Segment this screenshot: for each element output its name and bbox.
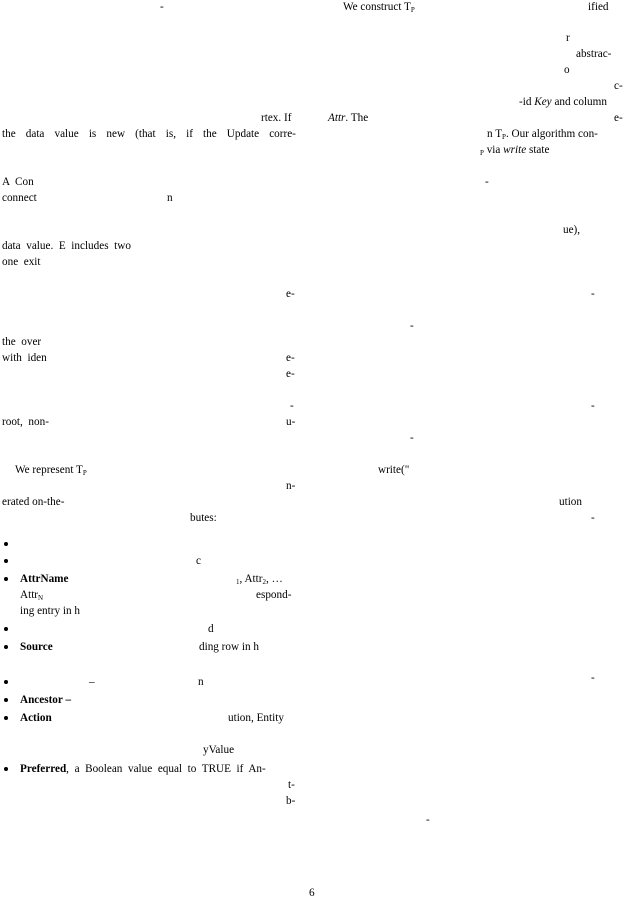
- fragment-text: n-: [286, 480, 296, 492]
- fragment-text: the over: [2, 336, 42, 348]
- fragment-text: We represent $T_P$: [15, 464, 87, 477]
- list-label-ancestor: Ancestor –: [20, 694, 72, 706]
- fragment-dash: -: [591, 672, 595, 684]
- word: the: [2, 128, 16, 140]
- list-item-preferred: Preferred, a Boolean value equal to TRUE if An-: [20, 763, 266, 775]
- fragment-text: n: [167, 192, 173, 204]
- fragment-text: u-: [286, 416, 296, 428]
- fragment-dash: -: [426, 814, 430, 826]
- bullet-marker: [4, 680, 8, 684]
- fragment-text: e-: [286, 352, 295, 364]
- fragment-dash: -: [591, 288, 595, 300]
- word: is,: [165, 128, 176, 140]
- fragment-text: write(": [378, 464, 410, 476]
- fragment-text: Attr$_N$: [20, 589, 44, 602]
- fragment-dash: -: [591, 512, 595, 524]
- word: Update: [226, 128, 260, 140]
- fragment-text: e-: [286, 368, 295, 380]
- page-number: 6: [309, 887, 315, 899]
- fragment-text: n: [198, 676, 204, 688]
- fragment-dash: -: [160, 1, 164, 13]
- fragment-text: e-: [286, 288, 295, 300]
- bullet-marker: [4, 577, 8, 581]
- bullet-marker: [4, 559, 8, 563]
- fragment-text: n $T_P$. Our algorithm con-: [487, 128, 598, 141]
- word: corre-: [269, 128, 296, 140]
- fragment-text: r: [566, 32, 570, 44]
- fragment-text: We construct $T_P$: [343, 1, 415, 14]
- fragment-text: root, non-: [2, 416, 49, 428]
- fragment-text: butes:: [190, 512, 217, 524]
- fragment-text: b-: [286, 795, 296, 807]
- fragment-text: Attr. The: [328, 112, 369, 124]
- bullet-marker: [4, 542, 8, 546]
- bullet-marker: [4, 627, 8, 631]
- fragment-text: ing entry in h: [20, 605, 80, 617]
- fragment-text: ution: [559, 496, 582, 508]
- word: if: [186, 128, 193, 140]
- fragment-text: connect: [2, 192, 37, 204]
- fragment-dash: -: [290, 400, 294, 412]
- list-label-source: Source: [20, 641, 53, 653]
- fragment-dash: -: [485, 176, 489, 188]
- fragment-dash: -: [591, 400, 595, 412]
- fragment-dash: -: [410, 320, 414, 332]
- word: data: [25, 128, 45, 140]
- word: (that: [135, 128, 156, 140]
- fragment-text: one exit: [2, 256, 41, 268]
- list-label-attrname: AttrName: [20, 573, 69, 585]
- fragment-text: o: [564, 64, 570, 76]
- text-line-data-value-new: [2, 129, 296, 140]
- word: value: [54, 128, 79, 140]
- fragment-text: ution, Entity: [228, 712, 284, 724]
- fragment-text: $_P$ via write state: [480, 144, 550, 157]
- fragment-text: yValue: [203, 744, 235, 756]
- fragment-text: t-: [288, 779, 295, 791]
- fragment-text: ue),: [563, 224, 581, 236]
- bullet-marker: [4, 716, 8, 720]
- word: is: [88, 128, 97, 140]
- fragment-text: erated on-the-: [2, 496, 65, 508]
- fragment-dash: -: [410, 432, 414, 444]
- fragment-text: with iden: [2, 352, 47, 364]
- fragment-text: -id Key and column: [519, 96, 607, 108]
- fragment-text: ified: [588, 1, 609, 13]
- bullet-marker: [4, 698, 8, 702]
- fragment-text: c-: [614, 80, 623, 92]
- fragment-text: c: [196, 555, 201, 567]
- word: the: [203, 128, 217, 140]
- bullet-marker: [4, 645, 8, 649]
- fragment-text: rtex. If: [261, 112, 292, 124]
- fragment-text: d: [208, 623, 214, 635]
- fragment-text: espond-: [256, 589, 292, 601]
- fragment-text: abstrac-: [576, 48, 612, 60]
- fragment-text: data value. E includes two: [2, 240, 131, 252]
- word: new: [106, 128, 126, 140]
- fragment-text: –: [89, 676, 95, 688]
- fragment-text: $_1$, Attr$_2$, …: [236, 573, 283, 586]
- fragment-text: A Con: [2, 176, 34, 188]
- bullet-marker: [4, 767, 8, 771]
- fragment-text: ding row in h: [199, 641, 259, 653]
- list-label-action: Action: [20, 712, 52, 724]
- fragment-text: e-: [614, 112, 623, 124]
